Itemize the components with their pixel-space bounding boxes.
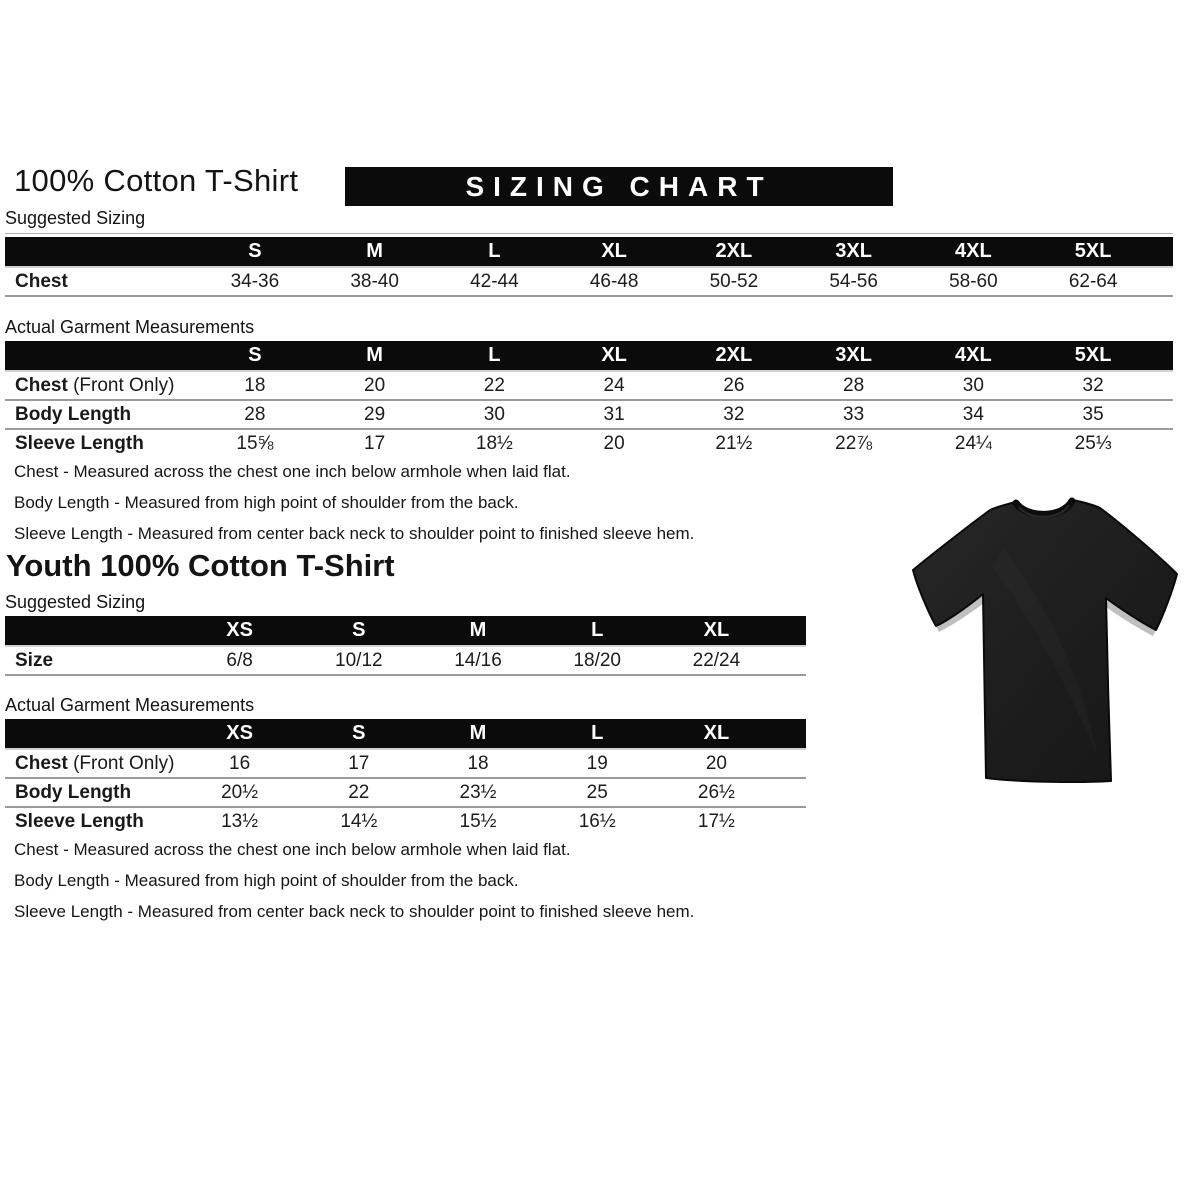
row-label: Chest (Front Only) [15,374,175,396]
size-column-header: 5XL [1074,344,1112,366]
youth-page-title: Youth 100% Cotton T-Shirt [6,548,395,583]
row-label: Body Length [15,403,132,425]
sizing-chart-banner [345,167,893,206]
size-column-header: S [352,619,366,641]
measurement-value: 26½ [697,781,735,803]
measurement-value: 20 [705,752,727,774]
measurement-value: 33 [843,403,865,425]
measurement-value: 14/16 [454,649,502,671]
measurement-value: 16½ [578,810,616,832]
row-label: Body Length [15,781,132,803]
size-column-header: L [488,344,501,366]
note-line: Body Length - Measured from high point of shoulder from the back. [14,493,519,512]
measurement-value: 13½ [221,810,259,832]
note-line: Chest - Measured across the chest one inch below armhole when laid flat. [14,840,571,859]
size-column-header: 4XL [955,240,992,262]
table-header-row [5,237,1173,268]
note-line: Sleeve Length - Measured from center back neck to shoulder point to finished sleeve hem. [14,902,695,921]
measurement-value: 10/12 [335,649,383,671]
measurement-value: 38-40 [350,270,399,292]
measurement-value: 25 [586,781,608,803]
table-header-row [5,719,806,750]
measurement-value: 54-56 [829,270,878,292]
measurement-value: 42-44 [470,270,519,292]
measurement-value: 50-52 [709,270,759,292]
adult-actual-measurements-label: Actual Garment Measurements [5,317,1173,343]
row-label: Sleeve Length [15,432,144,454]
measurement-value: 20 [603,432,625,454]
size-column-header: 3XL [835,240,872,262]
note-line: Body Length - Measured from high point of shoulder from the back. [14,871,519,890]
measurement-value: 22⅞ [835,432,873,454]
measurement-value: 16 [229,752,251,774]
adult-measurement-notes [14,462,694,555]
measurement-value: 18 [467,752,489,774]
size-column-header: XS [226,722,253,744]
measurement-value: 31 [603,403,625,425]
measurement-value: 14½ [340,810,378,832]
adult-suggested-sizing-label: Suggested Sizing [5,208,1173,234]
measurement-value: 29 [364,403,386,425]
row-label: Chest [15,270,68,292]
table-row [5,647,806,676]
table-row [5,430,1173,457]
measurement-value: 30 [483,403,505,425]
youth-actual-measurements-label: Actual Garment Measurements [5,695,806,721]
measurement-value: 24 [603,374,625,396]
table-row [5,779,806,808]
measurement-value: 6/8 [226,649,253,671]
size-column-header: S [352,722,366,744]
table-header-row [5,616,806,647]
size-column-header: L [488,240,501,262]
size-column-header: 3XL [835,344,872,366]
measurement-value: 30 [962,374,984,396]
measurement-value: 25⅓ [1074,432,1112,454]
size-column-header: 2XL [715,344,753,366]
size-column-header: 2XL [715,240,753,262]
measurement-value: 21½ [715,432,753,454]
size-column-header: L [591,619,604,641]
table-row [5,808,806,835]
measurement-value: 34 [962,403,984,425]
black-tshirt-image [893,478,1193,813]
adult-actual-measurements-table [5,341,1173,457]
measurement-value: 20½ [221,781,259,803]
row-label: Size [15,649,54,671]
size-column-header: XL [601,344,627,366]
page-title: 100% Cotton T-Shirt [14,163,299,198]
measurement-value: 22 [483,374,505,396]
size-column-header: 4XL [955,344,992,366]
size-column-header: S [248,344,262,366]
measurement-value: 22/24 [692,649,741,671]
measurement-value: 28 [244,403,266,425]
youth-suggested-sizing-table [5,616,806,676]
measurement-value: 17½ [697,810,735,832]
size-column-header: M [469,619,487,641]
measurement-value: 17 [364,432,386,454]
size-column-header: M [366,240,383,262]
measurement-value: 35 [1082,403,1104,425]
measurement-value: 18 [244,374,266,396]
measurement-value: 24¼ [954,432,992,454]
measurement-value: 32 [1082,374,1104,396]
size-column-header: XL [601,240,627,262]
table-row [5,372,1173,401]
measurement-value: 18½ [475,432,513,454]
table-row [5,401,1173,430]
measurement-value: 19 [586,752,608,774]
size-column-header: XL [703,722,730,744]
row-label: Chest (Front Only) [15,752,175,774]
size-column-header: M [366,344,383,366]
measurement-value: 20 [364,374,386,396]
row-label: Sleeve Length [15,810,144,832]
measurement-value: 15⅝ [236,432,274,454]
measurement-value: 32 [723,403,745,425]
size-column-header: XL [703,619,730,641]
youth-suggested-sizing-label: Suggested Sizing [5,592,806,618]
table-header-row [5,341,1173,372]
youth-actual-measurements-table [5,719,806,835]
measurement-value: 15½ [459,810,497,832]
size-column-header: M [469,722,487,744]
table-row [5,750,806,779]
measurement-value: 62-64 [1068,270,1118,292]
measurement-value: 26 [723,374,745,396]
measurement-value: 46-48 [589,270,639,292]
measurement-value: 17 [348,752,370,774]
note-line: Sleeve Length - Measured from center back neck to shoulder point to finished sleeve hem. [14,524,695,543]
size-column-header: S [248,240,262,262]
size-column-header: L [591,722,604,744]
measurement-value: 58-60 [949,270,998,292]
measurement-value: 34-36 [230,270,280,292]
measurement-value: 23½ [459,781,497,803]
note-line: Chest - Measured across the chest one inch below armhole when laid flat. [14,462,571,481]
measurement-value: 28 [843,374,865,396]
adult-suggested-sizing-table [5,237,1173,297]
banner-label: SIZING CHART [465,170,773,202]
measurement-value: 22 [348,781,370,803]
size-column-header: 5XL [1074,240,1112,262]
table-row [5,268,1173,297]
size-column-header: XS [226,619,253,641]
youth-measurement-notes [14,840,694,933]
measurement-value: 18/20 [573,649,621,671]
